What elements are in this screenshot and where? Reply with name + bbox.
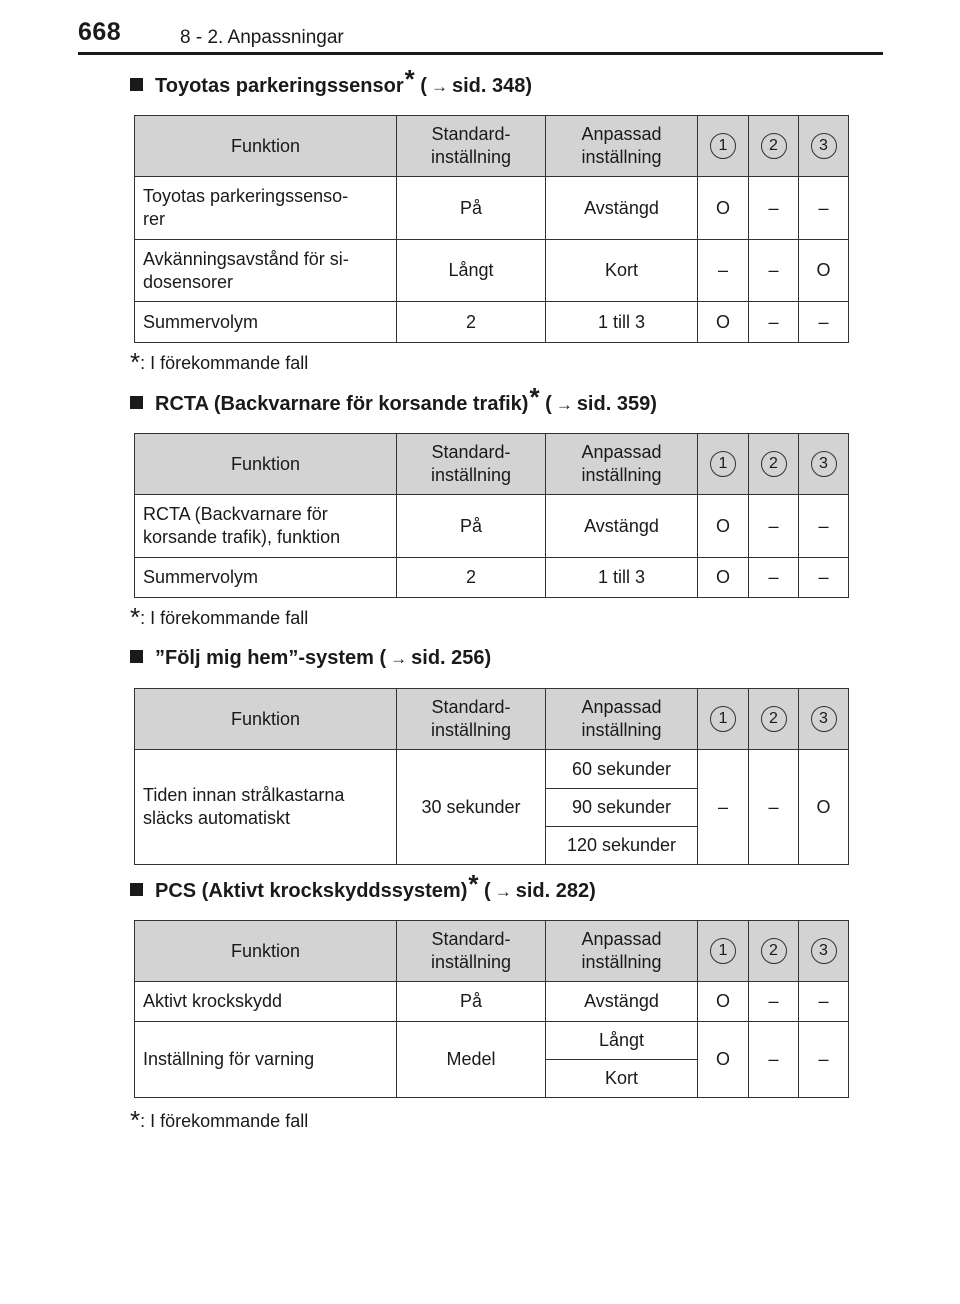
section-title-pcs: PCS (Aktivt krockskyddssystem)* ( → sid. 282) <box>130 880 596 903</box>
page-number: 668 <box>78 18 122 46</box>
header-circled-3 <box>799 921 849 982</box>
page-reference[interactable]: sid. 256) <box>411 647 492 669</box>
footnote: *: I förekommande fall <box>130 347 309 377</box>
circled-2-icon: 2 <box>761 133 787 159</box>
circled-1-icon: 1 <box>710 133 736 159</box>
table-header-row <box>135 434 849 495</box>
header-circled-3 <box>799 689 849 750</box>
settings-table-pcs <box>134 920 849 1098</box>
page-reference[interactable]: sid. 282) <box>515 880 596 902</box>
header-standard: Standard- inställning <box>397 434 546 495</box>
section-title-parking-sensor: Toyotas parkeringssensor* ( → sid. 348) <box>130 75 532 98</box>
header-circled-2 <box>749 689 799 750</box>
header-circled-1 <box>698 116 749 177</box>
circled-2-icon: 2 <box>761 451 787 477</box>
table-header-row <box>135 689 849 750</box>
header-circled-1 <box>698 434 749 495</box>
header-funktion: Funktion <box>135 434 397 495</box>
asterisk-icon: * <box>404 64 415 94</box>
square-bullet-icon <box>130 883 143 896</box>
square-bullet-icon <box>130 78 143 91</box>
table-row: Aktivt krockskydd På Avstängd O – – <box>135 982 849 1022</box>
arrow-right-icon: → <box>494 882 512 901</box>
header-standard: Standard- inställning <box>397 921 546 982</box>
table-row: 90 sekunder <box>135 789 849 827</box>
arrow-right-icon: → <box>430 77 448 96</box>
page-reference[interactable]: sid. 348) <box>451 75 533 97</box>
table-row: Toyotas parkeringssenso- rer På Avstängd O – – <box>135 177 849 240</box>
table-row: Kort <box>135 1060 849 1098</box>
section-title-follow-me-home: ”Följ mig hem”-system ( → sid. 256) <box>130 647 491 670</box>
circled-3-icon: 3 <box>811 938 837 964</box>
square-bullet-icon <box>130 650 143 663</box>
header-circled-1 <box>698 689 749 750</box>
header-standard: Standard- inställning <box>397 689 546 750</box>
table-row: Summervolym 2 1 till 3 O – – <box>135 302 849 343</box>
header-anpassad: Anpassad inställning <box>546 434 698 495</box>
settings-table-rcta <box>134 433 849 598</box>
header-funktion: Funktion <box>135 116 397 177</box>
header-circled-3 <box>799 116 849 177</box>
footnote: *: I förekommande fall <box>130 1105 309 1135</box>
circled-1-icon: 1 <box>710 706 736 732</box>
settings-table-parking-sensor <box>134 115 849 343</box>
square-bullet-icon <box>130 396 143 409</box>
table-row: Summervolym 2 1 till 3 O – – <box>135 558 849 598</box>
page-reference[interactable]: sid. 359) <box>576 393 657 415</box>
chapter-title: 8 - 2. Anpassningar <box>180 27 344 48</box>
table-row: RCTA (Backvarnare för korsande trafik), funktion På Avstängd O – – <box>135 495 849 558</box>
header-circled-2 <box>749 116 799 177</box>
footnote: *: I förekommande fall <box>130 602 309 632</box>
asterisk-icon: * <box>130 1105 141 1135</box>
circled-1-icon: 1 <box>710 451 736 477</box>
section-title-rcta: RCTA (Backvarnare för korsande trafik)* ( → sid. 359) <box>130 393 657 416</box>
circled-1-icon: 1 <box>710 938 736 964</box>
circled-3-icon: 3 <box>811 706 837 732</box>
header-anpassad: Anpassad inställning <box>546 116 698 177</box>
settings-table-follow-me-home <box>134 688 849 865</box>
circled-2-icon: 2 <box>761 706 787 732</box>
asterisk-icon: * <box>468 869 479 899</box>
arrow-right-icon: → <box>390 649 408 668</box>
header-funktion: Funktion <box>135 921 397 982</box>
table-row: Avkänningsavstånd för si- dosensorer Långt Kort – – O <box>135 240 849 302</box>
circled-3-icon: 3 <box>811 133 837 159</box>
header-rule <box>78 52 883 55</box>
arrow-right-icon: → <box>555 395 573 414</box>
header-circled-2 <box>749 434 799 495</box>
header-funktion: Funktion <box>135 689 397 750</box>
asterisk-icon: * <box>529 382 540 412</box>
header-circled-2 <box>749 921 799 982</box>
circled-3-icon: 3 <box>811 451 837 477</box>
header-anpassad: Anpassad inställning <box>546 921 698 982</box>
asterisk-icon: * <box>130 347 141 377</box>
table-header-row <box>135 921 849 982</box>
asterisk-icon: * <box>130 602 141 632</box>
table-row: 120 sekunder <box>135 827 849 865</box>
table-row: Tiden innan strålkastarna släcks automatiskt 30 sekunder 60 sekunder – – O <box>135 750 849 789</box>
header-anpassad: Anpassad inställning <box>546 689 698 750</box>
table-row: Inställning för varning Medel Långt O – – <box>135 1022 849 1060</box>
header-standard: Standard- inställning <box>397 116 546 177</box>
header-circled-3 <box>799 434 849 495</box>
header-circled-1 <box>698 921 749 982</box>
circled-2-icon: 2 <box>761 938 787 964</box>
table-header-row <box>135 116 849 177</box>
